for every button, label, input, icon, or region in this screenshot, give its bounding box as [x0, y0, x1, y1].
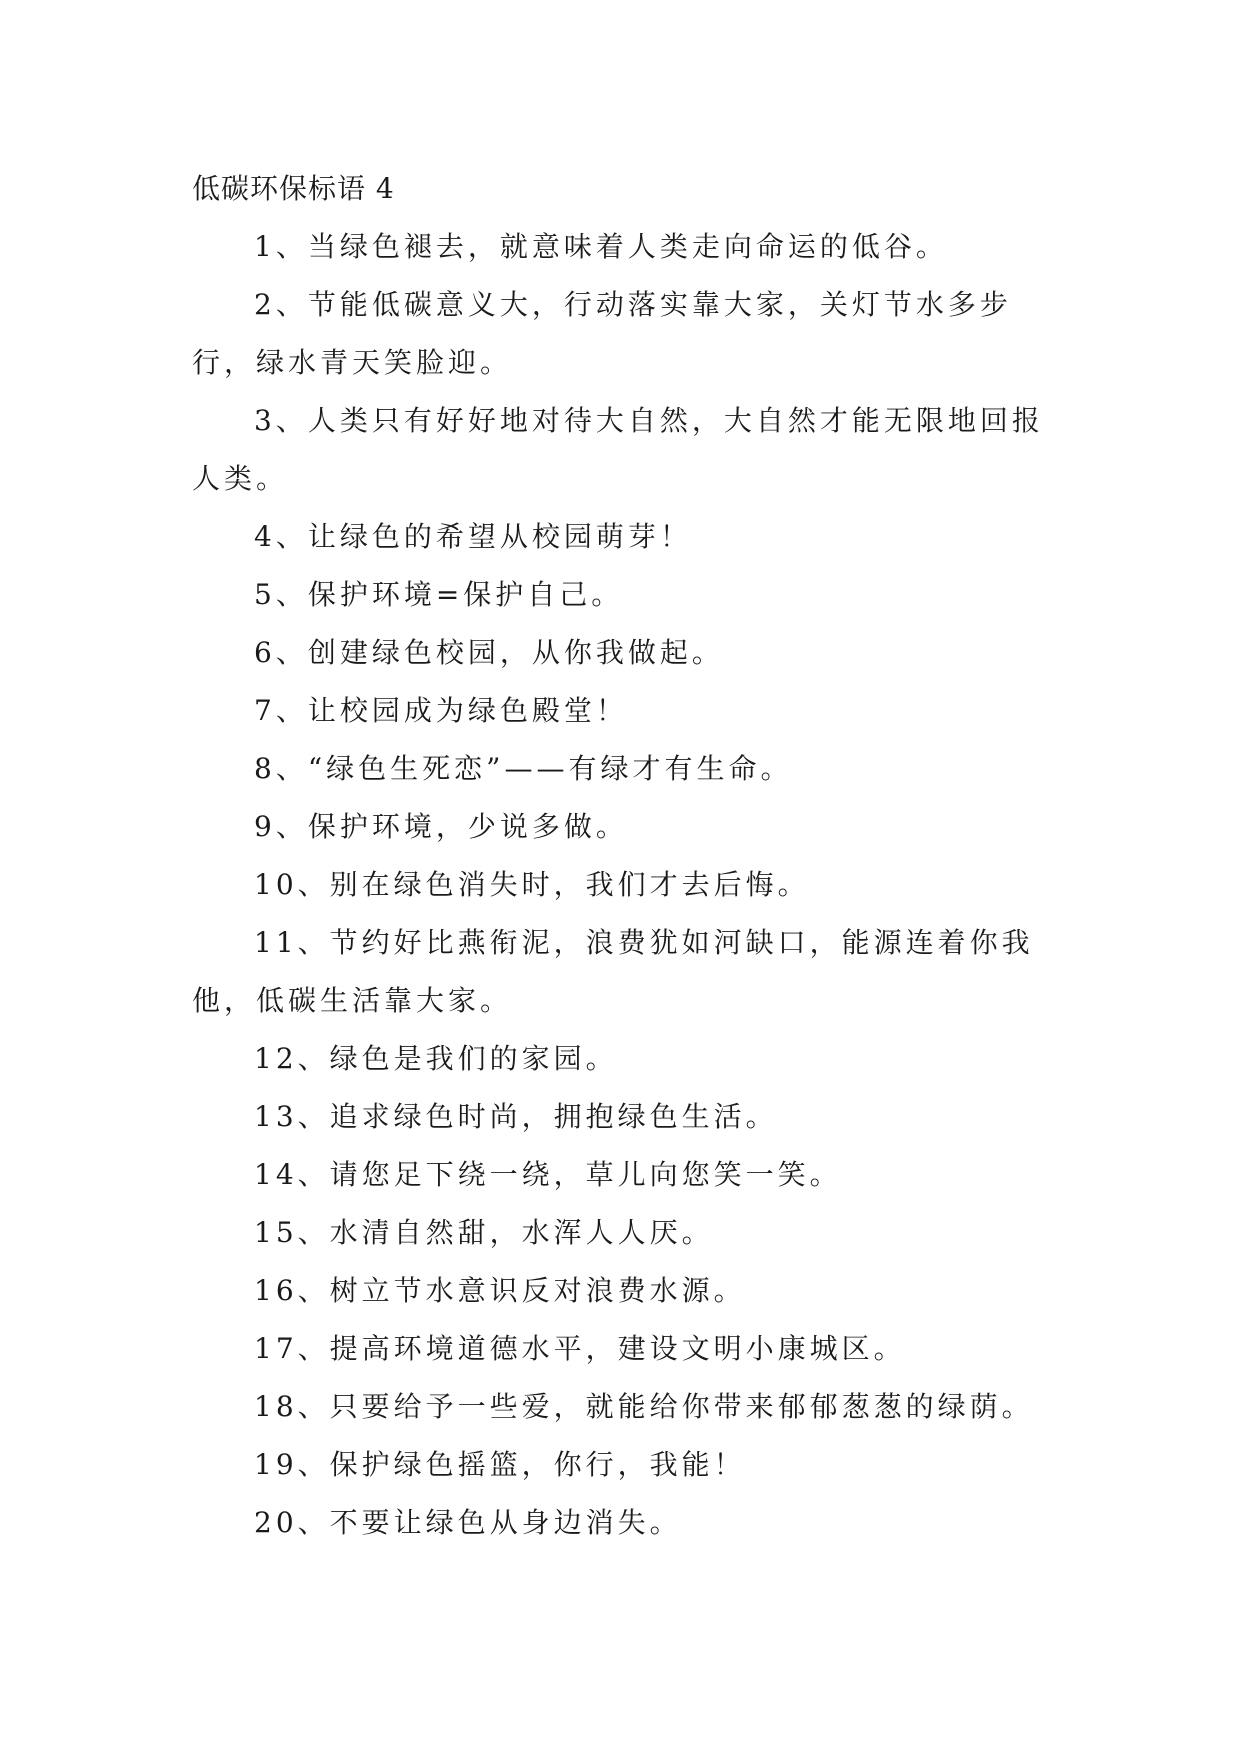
- slogan-item: 9、保护环境，少说多做。: [254, 810, 628, 843]
- slogan-item: 2、节能低碳意义大，行动落实靠大家，关灯节水多步行，绿水青天笑脸迎。: [192, 288, 1012, 379]
- slogan-item: 4、让绿色的希望从校园萌芽！: [254, 520, 692, 553]
- document-title: 低碳环保标语 4: [192, 172, 395, 205]
- slogan-item: 3、人类只有好好地对待大自然，大自然才能无限地回报人类。: [192, 404, 1044, 495]
- slogan-item: 12、绿色是我们的家园。: [254, 1042, 618, 1075]
- slogan-item: 15、水清自然甜，水浑人人厌。: [254, 1216, 714, 1249]
- slogan-item: 7、让校园成为绿色殿堂！: [254, 694, 628, 727]
- slogan-item: 14、请您足下绕一绕，草儿向您笑一笑。: [254, 1158, 842, 1191]
- slogan-item: 19、保护绿色摇篮，你行，我能！: [254, 1448, 746, 1481]
- slogan-item: 11、节约好比燕衔泥，浪费犹如河缺口，能源连着你我他，低碳生活靠大家。: [192, 926, 1034, 1017]
- slogan-item: 17、提高环境道德水平，建设文明小康城区。: [254, 1332, 906, 1365]
- slogan-item: 16、树立节水意识反对浪费水源。: [254, 1274, 746, 1307]
- slogan-item: 20、不要让绿色从身边消失。: [254, 1506, 682, 1539]
- slogan-item: 6、创建绿色校园，从你我做起。: [254, 636, 724, 669]
- slogan-item: 1、当绿色褪去，就意味着人类走向命运的低谷。: [254, 230, 948, 263]
- slogan-item: 5、保护环境=保护自己。: [254, 578, 624, 611]
- slogan-item: 18、只要给予一些爱，就能给你带来郁郁葱葱的绿荫。: [254, 1390, 1034, 1423]
- slogan-item: 8、“绿色生死恋”——有绿才有生命。: [254, 752, 793, 785]
- slogan-list: [192, 218, 1052, 1552]
- slogan-item: 10、别在绿色消失时，我们才去后悔。: [254, 868, 810, 901]
- document-body: [192, 160, 1052, 1552]
- slogan-item: 13、追求绿色时尚，拥抱绿色生活。: [254, 1100, 778, 1133]
